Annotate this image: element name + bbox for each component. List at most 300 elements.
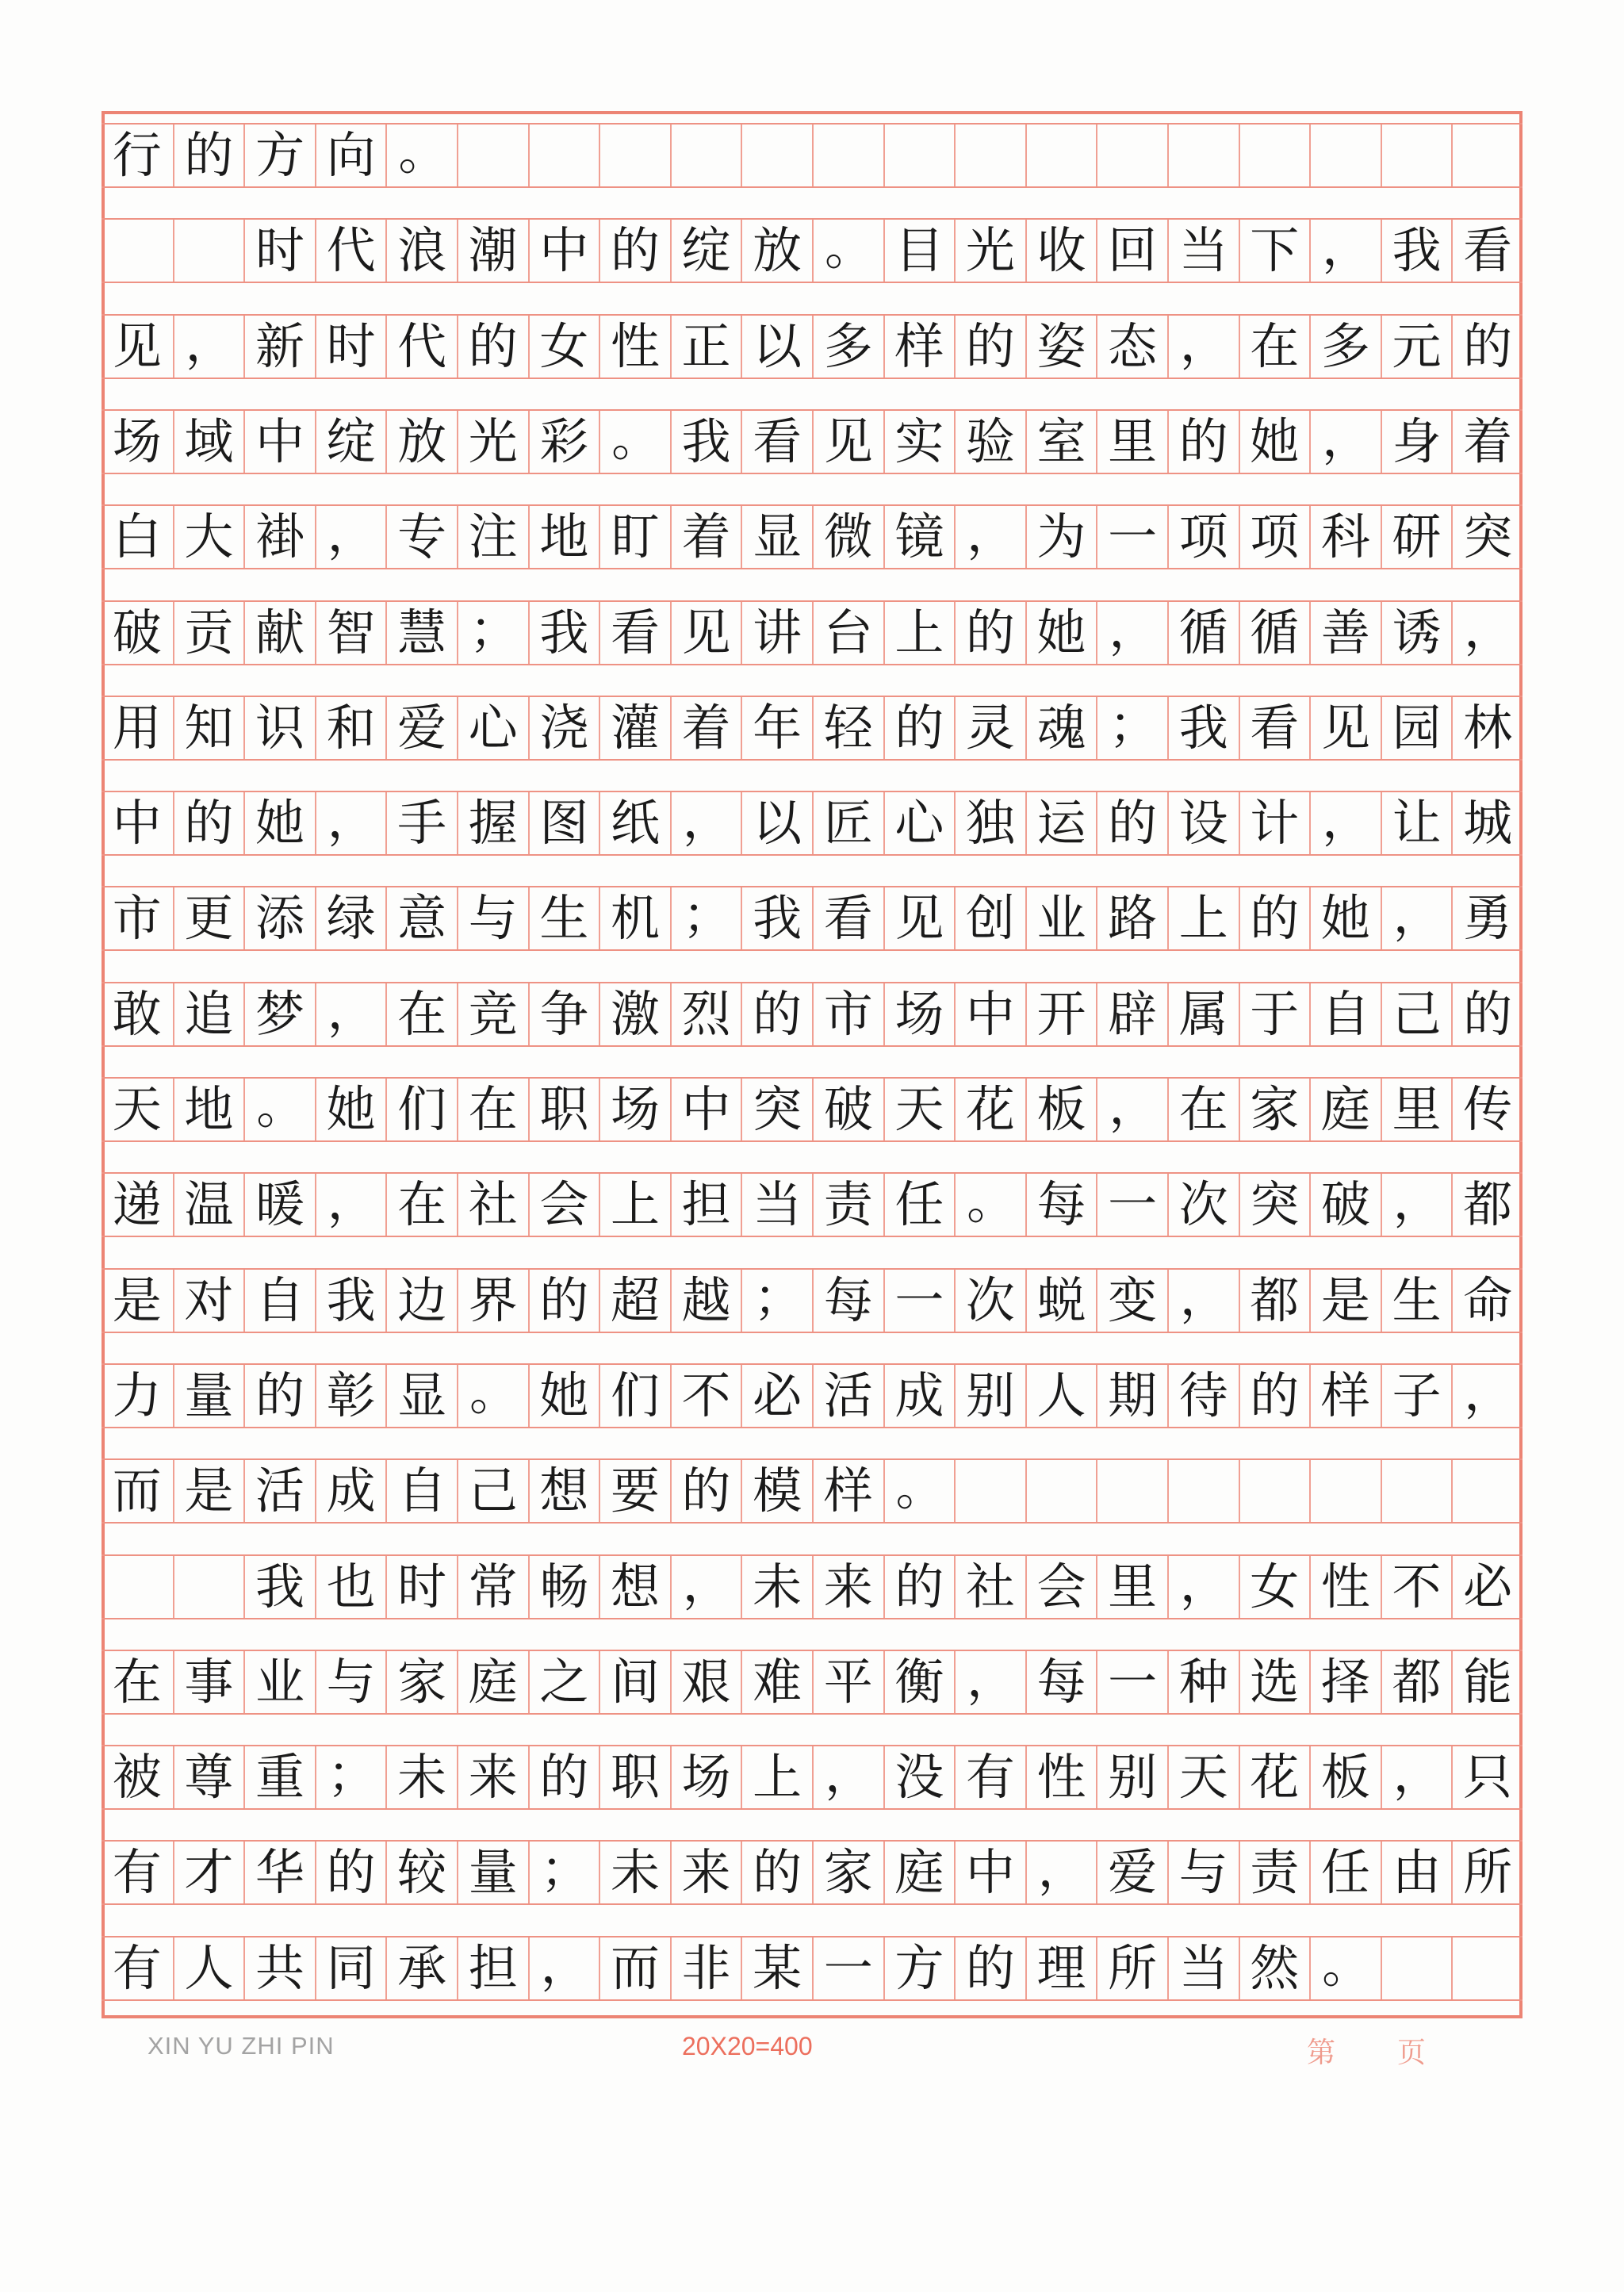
grid-cell: 争 (528, 983, 599, 1045)
grid-cell: 着 (670, 506, 741, 568)
grid-cell: 看 (1239, 697, 1310, 759)
grid-cell: 们 (599, 1365, 670, 1427)
grid-cell: 家 (1239, 1079, 1310, 1140)
grid-cell: 一 (883, 1270, 955, 1332)
grid-cell: ， (1167, 1556, 1239, 1618)
grid-cell: 为 (1025, 506, 1097, 568)
grid-cell: 别 (1096, 1746, 1167, 1808)
grid-cell: 的 (1451, 316, 1522, 378)
grid-cell: 的 (1167, 411, 1239, 473)
grid-cell: 爱 (385, 697, 457, 759)
grid-cell: 被 (112, 1748, 162, 1807)
grid-cell: 超 (599, 1270, 670, 1332)
grid-cell: 显 (741, 506, 812, 568)
grid-cell: 的 (883, 1556, 955, 1618)
grid-cell: 。 (954, 1174, 1025, 1236)
grid-cell: 能 (1451, 1651, 1522, 1713)
grid-cell: 要 (599, 1460, 670, 1522)
grid-cell: 某 (741, 1937, 812, 1999)
grid-cell: 未 (741, 1556, 812, 1618)
grid-cell: 彰 (315, 1365, 386, 1427)
grid-cell: 庭 (457, 1651, 528, 1713)
grid-cell: 家 (812, 1842, 883, 1903)
grid-cell (1096, 1460, 1167, 1522)
grid-cell: 见 (1309, 697, 1381, 759)
grid-cell (883, 125, 955, 186)
grid-cell: 一 (1096, 1174, 1167, 1236)
grid-cell: 板 (1025, 1079, 1097, 1140)
grid-cell: 庭 (883, 1842, 955, 1903)
grid-cell: 见 (812, 411, 883, 473)
grid-cell: ， (1309, 220, 1381, 282)
grid-cell: 量 (173, 1365, 244, 1427)
grid-cell: 暖 (243, 1174, 315, 1236)
grid-cell: ， (1096, 1079, 1167, 1140)
grid-cell: 中 (528, 220, 599, 282)
grid-cell: 才 (173, 1842, 244, 1903)
grid-cell: 她 (1239, 411, 1310, 473)
grid-cell: 重 (243, 1746, 315, 1808)
grid-cell: 追 (173, 983, 244, 1045)
grid-cell: 台 (812, 602, 883, 664)
grid-cell: 我 (741, 887, 812, 949)
grid-cell (457, 125, 528, 186)
grid-cell: 衡 (883, 1651, 955, 1713)
grid-row (102, 791, 1522, 856)
grid-cell: ， (1096, 602, 1167, 664)
grid-cell: ； (457, 602, 528, 664)
grid-cell: 的 (670, 1460, 741, 1522)
grid-cell: 次 (1167, 1174, 1239, 1236)
grid-cell: 中 (243, 411, 315, 473)
grid-cell: 必 (1451, 1556, 1522, 1618)
grid-cell: 创 (954, 887, 1025, 949)
grid-cell: 的 (528, 1746, 599, 1808)
grid-cell: 着 (1451, 411, 1522, 473)
grid-cell: 着 (670, 697, 741, 759)
grid-cell: 放 (741, 220, 812, 282)
grid-cell: 一 (1096, 1651, 1167, 1713)
grid-cell (528, 125, 599, 186)
grid-row (102, 1077, 1522, 1142)
grid-cell: 期 (1096, 1365, 1167, 1427)
grid-cell: 场 (112, 412, 162, 470)
grid-cell: 里 (1096, 411, 1167, 473)
grid-cell: 天 (112, 1080, 162, 1138)
grid-cell: 收 (1025, 220, 1097, 282)
grid-cell: 和 (315, 697, 386, 759)
grid-cell: 选 (1239, 1651, 1310, 1713)
grid-cell: 域 (173, 411, 244, 473)
grid-cell: 她 (315, 1079, 386, 1140)
grid-cell: 是 (173, 1460, 244, 1522)
grid-cell (1239, 1460, 1310, 1522)
grid-cell: 中 (112, 794, 162, 853)
grid-cell: ， (670, 792, 741, 854)
grid-cell: 传 (1451, 1079, 1522, 1140)
grid-cell: 慧 (385, 602, 457, 664)
grid-cell: 与 (315, 1651, 386, 1713)
grid-cell: 然 (1239, 1937, 1310, 1999)
grid-cell: 责 (1239, 1842, 1310, 1903)
grid-cell: 不 (1381, 1556, 1452, 1618)
grid-cell: 一 (812, 1937, 883, 1999)
grid-cell: 只 (1451, 1746, 1522, 1808)
grid-cell: 艰 (670, 1651, 741, 1713)
grid-cell: 多 (812, 316, 883, 378)
grid-cell: 中 (670, 1079, 741, 1140)
grid-row (102, 600, 1522, 665)
grid-cell: 匠 (812, 792, 883, 854)
grid-cell: ， (1381, 1746, 1452, 1808)
grid-cell: 当 (741, 1174, 812, 1236)
grid-cell: 元 (1381, 316, 1452, 378)
grid-cell: 见 (112, 316, 162, 375)
grid-cell: 她 (1025, 602, 1097, 664)
grid-cell: 我 (243, 1556, 315, 1618)
grid-cell: 间 (599, 1651, 670, 1713)
grid-cell: 循 (1167, 602, 1239, 664)
grid-cell: 越 (670, 1270, 741, 1332)
grid-cell: 识 (243, 697, 315, 759)
paper-brand: XIN YU ZHI PIN (147, 2032, 335, 2060)
grid-cell: 回 (1096, 220, 1167, 282)
grid-cell: 的 (741, 1842, 812, 1903)
grid-cell: 我 (1167, 697, 1239, 759)
grid-cell: 未 (599, 1842, 670, 1903)
grid-cell: 没 (883, 1746, 955, 1808)
grid-cell (1309, 1460, 1381, 1522)
grid-cell: 绽 (670, 220, 741, 282)
grid-cell: 都 (1451, 1174, 1522, 1236)
grid-cell: 光 (954, 220, 1025, 282)
grid-cell: 生 (1381, 1270, 1452, 1332)
grid-cell: 多 (1309, 316, 1381, 378)
grid-cell: ， (1167, 1270, 1239, 1332)
grid-cell: 我 (1381, 220, 1452, 282)
grid-cell: 板 (1309, 1746, 1381, 1808)
grid-cell: 握 (457, 792, 528, 854)
grid-cell: 纸 (599, 792, 670, 854)
grid-cell: 家 (385, 1651, 457, 1713)
grid-cell: 看 (741, 411, 812, 473)
grid-cell: 用 (112, 698, 162, 757)
grid-cell: ， (1381, 887, 1452, 949)
grid-cell: 们 (385, 1079, 457, 1140)
grid-cell: 上 (883, 602, 955, 664)
grid-cell: 城 (1451, 792, 1522, 854)
grid-cell: 时 (243, 220, 315, 282)
grid-cell (173, 1556, 244, 1618)
page-number-prefix: 第 (1307, 2037, 1336, 2069)
grid-cell: 不 (670, 1365, 741, 1427)
grid-cell: 会 (528, 1174, 599, 1236)
grid-cell: 来 (812, 1556, 883, 1618)
grid-cell: 性 (1309, 1556, 1381, 1618)
grid-cell: 与 (1167, 1842, 1239, 1903)
grid-cell: 而 (599, 1937, 670, 1999)
grid-cell: 行 (112, 126, 162, 184)
grid-cell (1381, 1460, 1452, 1522)
grid-cell: 次 (954, 1270, 1025, 1332)
grid-cell: 正 (670, 316, 741, 378)
grid-cell (1381, 125, 1452, 186)
grid-cell: ； (315, 1746, 386, 1808)
grid-cell: 责 (812, 1174, 883, 1236)
grid-cell (1309, 125, 1381, 186)
grid-cell: 担 (670, 1174, 741, 1236)
grid-cell: 花 (954, 1079, 1025, 1140)
grid-cell: 项 (1239, 506, 1310, 568)
grid-cell (1381, 1937, 1452, 1999)
grid-cell: 破 (812, 1079, 883, 1140)
grid-cell: 人 (1025, 1365, 1097, 1427)
grid-cell: 己 (457, 1460, 528, 1522)
grid-cell: 镜 (883, 506, 955, 568)
grid-cell (599, 125, 670, 186)
grid-spec: 20X20=400 (682, 2032, 813, 2060)
grid-cell: 计 (1239, 792, 1310, 854)
grid-cell: 上 (599, 1174, 670, 1236)
grid-cell: ， (315, 1174, 386, 1236)
grid-cell: 讲 (741, 602, 812, 664)
grid-cell: 的 (954, 316, 1025, 378)
grid-cell (1167, 1460, 1239, 1522)
grid-cell: 实 (883, 411, 955, 473)
grid-cell (1451, 1937, 1522, 1999)
grid-cell: 难 (741, 1651, 812, 1713)
grid-cell: 己 (1381, 983, 1452, 1045)
grid-cell (1451, 1460, 1522, 1522)
grid-cell: 绿 (315, 887, 386, 949)
page-number-suffix: 页 (1397, 2037, 1427, 2069)
grid-cell: 未 (385, 1746, 457, 1808)
grid-cell: 的 (599, 220, 670, 282)
grid-cell: 每 (1025, 1174, 1097, 1236)
grid-cell: 力 (112, 1366, 162, 1424)
grid-cell: 市 (812, 983, 883, 1045)
grid-cell: 看 (812, 887, 883, 949)
grid-cell: ， (1167, 316, 1239, 378)
grid-row (102, 1936, 1522, 2001)
grid-cell: 以 (741, 316, 812, 378)
grid-cell: 见 (883, 887, 955, 949)
grid-cell (1167, 125, 1239, 186)
grid-cell: 边 (385, 1270, 457, 1332)
grid-cell: 属 (1167, 983, 1239, 1045)
grid-cell: 验 (954, 411, 1025, 473)
grid-cell: 心 (457, 697, 528, 759)
grid-cell: 我 (528, 602, 599, 664)
grid-cell: 下 (1239, 220, 1310, 282)
grid-cell: 同 (315, 1937, 386, 1999)
grid-cell: 竞 (457, 983, 528, 1045)
grid-cell: 承 (385, 1937, 457, 1999)
grid-cell: 爱 (1096, 1842, 1167, 1903)
grid-cell: 生 (528, 887, 599, 949)
grid-cell: 我 (670, 411, 741, 473)
grid-cell: 她 (243, 792, 315, 854)
grid-cell: 灌 (599, 697, 670, 759)
grid-cell: 的 (1451, 983, 1522, 1045)
grid-cell: 代 (315, 220, 386, 282)
grid-cell: 性 (1025, 1746, 1097, 1808)
grid-cell: 的 (457, 316, 528, 378)
grid-cell: ， (315, 792, 386, 854)
grid-cell: 破 (1309, 1174, 1381, 1236)
grid-cell: 当 (1167, 1937, 1239, 1999)
grid-cell: 图 (528, 792, 599, 854)
grid-cell: 的 (741, 983, 812, 1045)
grid-cell: 业 (243, 1651, 315, 1713)
grid-cell (1025, 125, 1097, 186)
grid-cell: 破 (112, 603, 162, 661)
grid-cell: 对 (173, 1270, 244, 1332)
grid-cell: 方 (883, 1937, 955, 1999)
grid-cell: 烈 (670, 983, 741, 1045)
grid-cell: 项 (1167, 506, 1239, 568)
grid-cell: 在 (457, 1079, 528, 1140)
grid-cell: 有 (112, 1843, 162, 1902)
grid-row (102, 218, 1522, 283)
grid-row (102, 1363, 1522, 1428)
grid-cell: 魂 (1025, 697, 1097, 759)
grid-cell: 与 (457, 887, 528, 949)
grid-cell: 光 (457, 411, 528, 473)
grid-cell: 上 (741, 1746, 812, 1808)
grid-cell: 自 (243, 1270, 315, 1332)
grid-cell: 白 (112, 508, 162, 566)
grid-cell: ， (954, 1651, 1025, 1713)
grid-cell: 新 (243, 316, 315, 378)
grid-cell: 里 (1381, 1079, 1452, 1140)
grid-cell: 辟 (1096, 983, 1167, 1045)
grid-cell: 每 (812, 1270, 883, 1332)
grid-cell: 量 (457, 1842, 528, 1903)
grid-cell: 。 (385, 125, 457, 186)
grid-row (102, 1458, 1522, 1524)
grid-cell: 性 (599, 316, 670, 378)
grid-cell: 场 (670, 1746, 741, 1808)
grid-cell: 的 (1239, 887, 1310, 949)
grid-cell: 一 (1096, 506, 1167, 568)
grid-cell: 园 (1381, 697, 1452, 759)
grid-cell: ， (1309, 792, 1381, 854)
grid-cell: 态 (1096, 316, 1167, 378)
grid-cell: 轻 (812, 697, 883, 759)
grid-cell (102, 220, 173, 282)
grid-cell: 以 (741, 792, 812, 854)
grid-cell: 活 (812, 1365, 883, 1427)
grid-cell: 场 (883, 983, 955, 1045)
grid-cell: 代 (385, 316, 457, 378)
grid-cell: 事 (173, 1651, 244, 1713)
grid-cell: 循 (1239, 602, 1310, 664)
grid-cell: 社 (457, 1174, 528, 1236)
grid-cell: 目 (883, 220, 955, 282)
grid-cell: 室 (1025, 411, 1097, 473)
grid-cell: 运 (1025, 792, 1097, 854)
grid-cell: 的 (883, 697, 955, 759)
grid-cell: 在 (385, 1174, 457, 1236)
grid-cell: 设 (1167, 792, 1239, 854)
grid-cell: 。 (243, 1079, 315, 1140)
grid-cell: 时 (385, 1556, 457, 1618)
grid-cell: 注 (457, 506, 528, 568)
grid-cell (954, 1460, 1025, 1522)
grid-cell: 畅 (528, 1556, 599, 1618)
grid-cell: 见 (670, 602, 741, 664)
grid-cell: 向 (315, 125, 386, 186)
grid-cell: 看 (599, 602, 670, 664)
grid-cell: 。 (457, 1365, 528, 1427)
grid-cell: 显 (385, 1365, 457, 1427)
grid-cell: 模 (741, 1460, 812, 1522)
grid-cell: ， (954, 506, 1025, 568)
grid-cell: 有 (112, 1938, 162, 1997)
grid-cell: 温 (173, 1174, 244, 1236)
grid-cell: 梦 (243, 983, 315, 1045)
grid-cell: 灵 (954, 697, 1025, 759)
grid-cell: 的 (954, 602, 1025, 664)
grid-cell (741, 125, 812, 186)
grid-cell: 智 (315, 602, 386, 664)
grid-cell: 的 (173, 125, 244, 186)
grid-cell: 界 (457, 1270, 528, 1332)
grid-cell: 看 (1451, 220, 1522, 282)
grid-cell: 。 (599, 411, 670, 473)
grid-row (102, 409, 1522, 474)
grid-cell: 择 (1309, 1651, 1381, 1713)
grid-cell (812, 125, 883, 186)
grid-row (102, 982, 1522, 1047)
grid-cell: 想 (599, 1556, 670, 1618)
grid-cell: 蜕 (1025, 1270, 1097, 1332)
grid-cell: 会 (1025, 1556, 1097, 1618)
grid-cell: 。 (883, 1460, 955, 1522)
grid-cell: 天 (883, 1079, 955, 1140)
grid-row (102, 1745, 1522, 1810)
grid-cell: 科 (1309, 506, 1381, 568)
grid-cell (1096, 125, 1167, 186)
grid-cell: 微 (812, 506, 883, 568)
grid-cell: 职 (599, 1746, 670, 1808)
grid-cell: 种 (1167, 1651, 1239, 1713)
grid-cell: 而 (112, 1462, 162, 1520)
grid-cell: 。 (1309, 1937, 1381, 1999)
grid-cell: 所 (1096, 1937, 1167, 1999)
grid-cell: 是 (1309, 1270, 1381, 1332)
grid-cell (1451, 125, 1522, 186)
grid-cell: 。 (812, 220, 883, 282)
grid-cell: 绽 (315, 411, 386, 473)
grid-cell: 的 (243, 1365, 315, 1427)
grid-cell: 人 (173, 1937, 244, 1999)
grid-cell: 也 (315, 1556, 386, 1618)
grid-cell: ， (315, 983, 386, 1045)
grid-cell: 专 (385, 506, 457, 568)
grid-cell: 所 (1451, 1842, 1522, 1903)
grid-row (102, 123, 1522, 188)
grid-cell: 在 (112, 1652, 162, 1711)
grid-cell: 在 (1239, 316, 1310, 378)
grid-cell: 场 (599, 1079, 670, 1140)
grid-cell: 上 (1167, 887, 1239, 949)
grid-row (102, 314, 1522, 379)
grid-cell: 路 (1096, 887, 1167, 949)
grid-cell: 林 (1451, 697, 1522, 759)
grid-cell: 中 (954, 983, 1025, 1045)
